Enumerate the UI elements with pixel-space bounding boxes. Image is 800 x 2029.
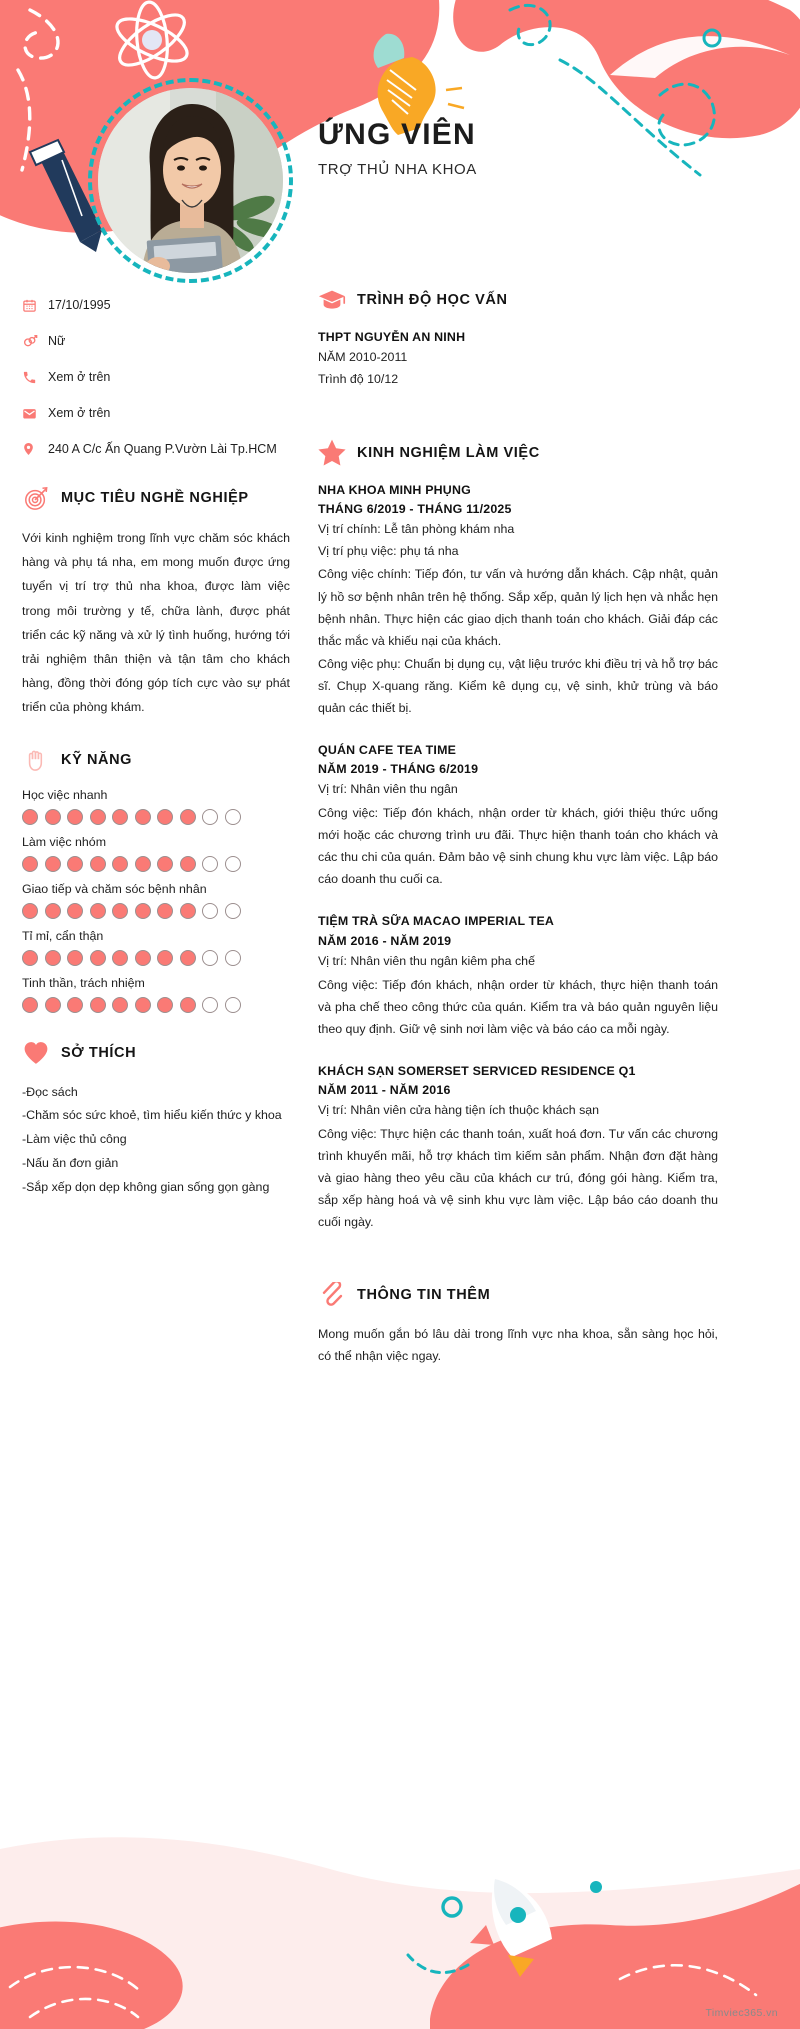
rating-dot-filled — [67, 856, 83, 872]
experience-description: Công việc: Thực hiện các thanh toán, xuất hoá đơn. Tư vấn các chương trình khuyến mãi, hỗ trợ khách tìm kiếm sản phẩm. Nhận đơn đặt hàng và giao hàng theo yêu cầu của khách cư trú, đóng gói hàng. Kiểm tra, sắp xếp hàng hoá và vệ sinh khu vực làm việc. Lập báo cáo doanh thu cuối ngày. — [318, 1126, 718, 1230]
left-column — [22, 296, 290, 1200]
name-block — [318, 118, 718, 178]
rating-dot-empty — [202, 903, 218, 919]
experience-company: QUÁN CAFE TEA TIME — [318, 743, 457, 758]
contact-value: 240 A C/c Ấn Quang P.Vườn Lài Tp.HCM — [48, 441, 277, 456]
section-header-hobbies — [22, 1039, 290, 1067]
skill-item — [22, 976, 290, 1013]
experience-description: Công việc: Tiếp đón khách, nhận order từ khách, thực hiện thanh toán và pha chế theo công thức của quán. Kiểm tra và báo quản nguyên liệu theo quy định. Giữ vệ sinh nơi làm việc và báo cáo ca mỗi ngày. — [318, 977, 718, 1036]
rating-dot-filled — [180, 950, 196, 966]
skill-rating — [22, 903, 290, 919]
rating-dot-filled — [45, 809, 61, 825]
rating-dot-filled — [90, 856, 106, 872]
rating-dot-empty — [202, 856, 218, 872]
section-title: KINH NGHIỆM LÀM VIỆC — [357, 444, 540, 461]
experience-entry — [318, 741, 718, 890]
hobby-list — [22, 1081, 290, 1200]
rating-dot-empty — [225, 903, 241, 919]
avatar — [88, 78, 293, 283]
skill-label: Tinh thần, trách nhiệm — [22, 975, 145, 990]
experience-entry — [318, 481, 718, 719]
contact-value: Xem ở trên — [48, 369, 111, 384]
rating-dot-empty — [225, 856, 241, 872]
section-header-education — [318, 286, 718, 314]
graduation-cap-icon — [318, 286, 346, 314]
experience-period: NĂM 2011 - NĂM 2016 — [318, 1083, 451, 1098]
rating-dot-filled — [180, 903, 196, 919]
skill-label: Tỉ mỉ, cẩn thận — [22, 928, 104, 943]
hobby-item: -Làm việc thủ công — [22, 1132, 127, 1147]
experience-description: Công việc: Tiếp đón khách, nhận order từ khách, giới thiệu thức uống mới hoặc các chương trình ưu đãi. Thực hiện thanh toán cho khách và các thu chi của quán. Đảm bảo vệ sinh chung khu vực làm việc. Lập báo cáo doanh thu cuối ca. — [318, 806, 718, 887]
rating-dot-filled — [180, 856, 196, 872]
right-column — [318, 286, 718, 1368]
contact-item-phone — [22, 368, 290, 386]
hobby-item: -Chăm sóc sức khoẻ, tìm hiểu kiến thức y khoa — [22, 1108, 282, 1123]
rating-dot-empty — [225, 809, 241, 825]
experience-company: KHÁCH SẠN SOMERSET SERVICED RESIDENCE Q1 — [318, 1063, 636, 1078]
calendar-icon — [22, 298, 48, 313]
experience-company: TIỆM TRÀ SỮA MACAO IMPERIAL TEA — [318, 914, 555, 929]
skill-list — [22, 788, 290, 1013]
rating-dot-filled — [157, 903, 173, 919]
rating-dot-empty — [202, 809, 218, 825]
contact-list — [22, 296, 290, 458]
rating-dot-filled — [90, 997, 106, 1013]
star-icon — [318, 439, 346, 467]
hobby-item: -Nấu ăn đơn giản — [22, 1155, 119, 1170]
experience-entry — [318, 912, 718, 1039]
experience-role: Vị trí: Nhân viên thu ngân kiêm pha chế — [318, 953, 535, 968]
rating-dot-filled — [135, 856, 151, 872]
rating-dot-filled — [157, 997, 173, 1013]
rating-dot-filled — [22, 856, 38, 872]
rating-dot-filled — [45, 856, 61, 872]
rating-dot-filled — [90, 903, 106, 919]
target-icon — [22, 484, 50, 512]
experience-entry — [318, 1062, 718, 1234]
contact-item-gender — [22, 332, 290, 350]
spacer — [318, 413, 718, 439]
candidate-role: TRỢ THỦ NHA KHOA — [318, 161, 477, 178]
rating-dot-filled — [90, 950, 106, 966]
rating-dot-filled — [112, 809, 128, 825]
page-title: ỨNG VIÊN — [318, 118, 476, 151]
hobby-item: -Đọc sách — [22, 1084, 78, 1099]
experience-description: Công việc phụ: Chuẩn bị dụng cụ, vật liệu trước khi điều trị và hỗ trợ bác sĩ. Chụp X-quang răng. Kiểm kê dụng cụ, vệ sinh, khử trùng và báo quản các thiết bị. — [318, 656, 718, 715]
rating-dot-filled — [135, 809, 151, 825]
skill-rating — [22, 950, 290, 966]
rating-dot-filled — [67, 809, 83, 825]
rating-dot-filled — [90, 809, 106, 825]
rating-dot-filled — [135, 997, 151, 1013]
contact-value: Xem ở trên — [48, 405, 111, 420]
skill-rating — [22, 997, 290, 1013]
hand-icon — [22, 746, 50, 774]
rating-dot-filled — [67, 903, 83, 919]
rating-dot-filled — [45, 997, 61, 1013]
objective-text: Với kinh nghiệm trong lĩnh vực chăm sóc khách hàng và phụ tá nha, em mong muốn được ứng tuyển vị trí trợ thủ nha khoa, được làm việc trong môi trường y tế, chữa lành, được phát triển các kỹ năng và xử lý tình huống, hướng tới trải nghiệm thân thiện và tận tâm cho khách hàng, đồng thời đóng góp tích cực vào sự phát triển của phòng khám. — [22, 531, 290, 715]
rating-dot-empty — [202, 997, 218, 1013]
contact-value: 17/10/1995 — [48, 297, 111, 312]
experience-role: Vị trí: Nhân viên cửa hàng tiện ích thuộc khách sạn — [318, 1103, 600, 1118]
education-entry — [318, 328, 718, 391]
section-title: SỞ THÍCH — [61, 1044, 137, 1061]
gender-icon — [22, 333, 48, 349]
experience-role: Vị trí: Nhân viên thu ngân — [318, 782, 458, 797]
skill-label: Giao tiếp và chăm sóc bệnh nhân — [22, 881, 207, 896]
location-pin-icon — [22, 441, 48, 457]
section-header-experience — [318, 439, 718, 467]
rating-dot-empty — [225, 997, 241, 1013]
experience-role: Vị trí phụ việc: phụ tá nha — [318, 543, 459, 558]
rating-dot-filled — [157, 809, 173, 825]
rating-dot-filled — [22, 950, 38, 966]
rating-dot-filled — [180, 997, 196, 1013]
rating-dot-filled — [180, 809, 196, 825]
contact-value: Nữ — [48, 333, 66, 348]
rating-dot-filled — [67, 950, 83, 966]
skill-item — [22, 882, 290, 919]
section-title: KỸ NĂNG — [61, 751, 133, 768]
experience-role: Vị trí chính: Lễ tân phòng khám nha — [318, 522, 515, 537]
footer-decoration — [0, 1729, 800, 2029]
skill-label: Học việc nhanh — [22, 787, 108, 802]
rating-dot-filled — [22, 903, 38, 919]
rating-dot-filled — [45, 903, 61, 919]
experience-period: NĂM 2016 - NĂM 2019 — [318, 933, 452, 948]
rating-dot-filled — [45, 950, 61, 966]
experience-period: NĂM 2019 - THÁNG 6/2019 — [318, 762, 479, 777]
section-title: TRÌNH ĐỘ HỌC VẤN — [357, 292, 508, 308]
contact-item-email — [22, 404, 290, 422]
rating-dot-filled — [135, 903, 151, 919]
rating-dot-filled — [67, 997, 83, 1013]
hobby-item: -Sắp xếp dọn dẹp không gian sống gọn gàng — [22, 1179, 270, 1194]
spacer — [318, 1255, 718, 1281]
rating-dot-filled — [112, 950, 128, 966]
section-header-objective — [22, 484, 290, 512]
paperclip-icon — [318, 1281, 346, 1309]
skill-rating — [22, 856, 290, 872]
rating-dot-filled — [112, 856, 128, 872]
experience-company: NHA KHOA MINH PHỤNG — [318, 482, 471, 497]
skill-rating — [22, 809, 290, 825]
experience-period: THÁNG 6/2019 - THÁNG 11/2025 — [318, 501, 512, 516]
skill-item — [22, 835, 290, 872]
rating-dot-empty — [202, 950, 218, 966]
section-title: THÔNG TIN THÊM — [357, 1287, 491, 1304]
section-header-additional — [318, 1281, 718, 1309]
rating-dot-filled — [22, 809, 38, 825]
rating-dot-filled — [157, 950, 173, 966]
contact-item-birthdate — [22, 296, 290, 314]
education-period: NĂM 2010-2011 — [318, 350, 408, 365]
rating-dot-filled — [157, 856, 173, 872]
additional-text: Mong muốn gắn bó lâu dài trong lĩnh vực nha khoa, sẵn sàng học hỏi, có thể nhận việc ngay. — [318, 1327, 718, 1364]
mail-icon — [22, 406, 48, 421]
rating-dot-filled — [22, 997, 38, 1013]
contact-item-address — [22, 440, 290, 458]
rating-dot-empty — [225, 950, 241, 966]
education-detail: Trình độ 10/12 — [318, 371, 399, 386]
experience-description: Công việc chính: Tiếp đón, tư vấn và hướng dẫn khách. Cập nhật, quản lý hồ sơ bệnh nhân trên hệ thống. Sắp xếp, quản lý lịch hẹn và nhắc hẹn bệnh nhân. Thực hiện các giao dịch thanh toán cho khách. Giải đáp các thắc mắc và khiếu nại của khách. — [318, 567, 718, 648]
skill-label: Làm việc nhóm — [22, 834, 107, 849]
avatar-dashed-ring — [88, 78, 293, 283]
education-school: THPT NGUYỄN AN NINH — [318, 330, 466, 344]
heart-icon — [22, 1039, 50, 1067]
section-header-skills — [22, 746, 290, 774]
rating-dot-filled — [135, 950, 151, 966]
rating-dot-filled — [112, 903, 128, 919]
phone-icon — [22, 370, 48, 385]
skill-item — [22, 788, 290, 825]
skill-item — [22, 929, 290, 966]
watermark: Timviec365.vn — [705, 2007, 778, 2019]
section-title: MỤC TIÊU NGHỀ NGHIỆP — [61, 490, 249, 506]
rating-dot-filled — [112, 997, 128, 1013]
